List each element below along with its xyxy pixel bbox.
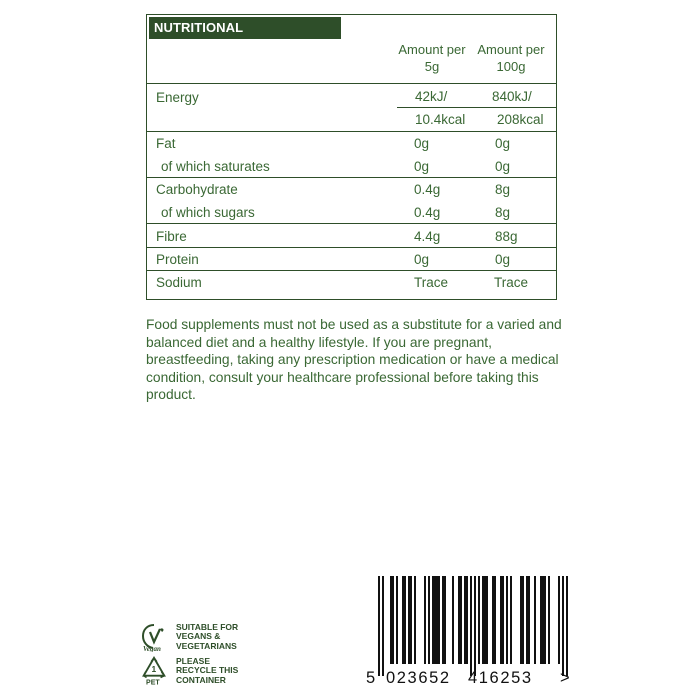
barcode-bar [424, 576, 426, 664]
sodium-per-100g: Trace [494, 275, 529, 290]
barcode-bar [444, 576, 446, 664]
fat-per-100g: 0g [495, 136, 511, 151]
table-divider [147, 83, 556, 84]
sugars-per-100g: 8g [495, 205, 511, 220]
barcode-bar [390, 576, 392, 664]
barcode-bar [548, 576, 550, 664]
carbohydrate-per-serving: 0.4g [414, 182, 441, 197]
barcode-bar [558, 576, 560, 664]
barcode-first-digit: 5 [366, 669, 376, 687]
barcode-bar [442, 576, 444, 664]
recycle-badge [140, 656, 238, 686]
barcode-digits [364, 666, 584, 690]
barcode-bar [484, 576, 486, 664]
vegan-badge-line: VEGANS & [176, 631, 221, 642]
column-header-per-serving-line1: Amount per [398, 42, 466, 57]
row-label-carbohydrate: Carbohydrate [156, 182, 238, 197]
energy-kj-per-serving: 42kJ/ [415, 89, 448, 104]
barcode-bar [528, 576, 530, 664]
barcode-bar [520, 576, 522, 664]
barcode-bar [396, 576, 398, 664]
fibre-per-serving: 4.4g [414, 229, 441, 244]
row-label-sugars: of which sugars [161, 205, 255, 220]
barcode-bar [486, 576, 488, 664]
barcode-right-group: 416253 [468, 669, 533, 687]
vegan-badge-text [176, 623, 238, 652]
nutrition-table [146, 14, 557, 300]
sodium-per-serving: Trace [414, 275, 449, 290]
fibre-per-100g: 88g [495, 229, 518, 244]
row-label-protein: Protein [156, 252, 199, 267]
barcode-bar [562, 576, 564, 676]
nutrition-heading: NUTRITIONAL INFORMATION: [149, 17, 341, 39]
vegan-badge-line: VEGETARIANS [176, 640, 237, 651]
carbohydrate-per-100g: 8g [495, 182, 511, 197]
barcode-bar [436, 576, 438, 664]
barcode-bar [428, 576, 430, 664]
energy-kcal-per-100g: 208kcal [497, 112, 544, 127]
energy-kj-per-100g: 840kJ/ [492, 89, 532, 104]
barcode-bar [458, 576, 460, 664]
barcode-bar [378, 576, 380, 676]
barcode-bar [392, 576, 394, 664]
barcode-bar [464, 576, 466, 664]
barcode-bar [506, 576, 508, 664]
barcode-bar [482, 576, 484, 664]
table-divider [147, 247, 556, 248]
row-label-sodium: Sodium [156, 275, 202, 290]
row-label-fat: Fat [156, 136, 176, 151]
table-divider [147, 270, 556, 271]
row-label-fibre: Fibre [156, 229, 187, 244]
barcode-bar [544, 576, 546, 664]
barcode-bar [510, 576, 512, 664]
barcode-bar [494, 576, 496, 664]
fat-per-serving: 0g [414, 136, 430, 151]
energy-kcal-per-serving: 10.4kcal [415, 112, 466, 127]
column-header-per-100g [475, 41, 547, 75]
table-divider [147, 177, 556, 178]
barcode-bar [540, 576, 542, 664]
row-label-saturates: of which saturates [161, 159, 270, 174]
barcode-bar [382, 576, 384, 676]
barcode-bar [410, 576, 412, 664]
column-header-per-100g-line1: Amount per [477, 42, 545, 57]
recycle-number: 1 [151, 663, 157, 674]
vegan-badge-line: SUITABLE FOR [176, 621, 239, 632]
column-header-per-serving [397, 41, 467, 75]
ean13-barcode [364, 576, 584, 694]
protein-per-serving: 0g [414, 252, 430, 267]
barcode-quiet-zone-marker: > [560, 669, 570, 687]
barcode-bar [466, 576, 468, 664]
barcode-bar [492, 576, 494, 664]
protein-per-100g: 0g [495, 252, 511, 267]
barcode-bar [470, 576, 472, 676]
barcode-bar [438, 576, 440, 664]
table-divider [397, 107, 556, 108]
table-divider [147, 223, 556, 224]
column-header-per-100g-line2: 100g [496, 59, 526, 74]
barcode-bar [526, 576, 528, 664]
recycle-code: PET [146, 679, 160, 686]
barcode-bar [566, 576, 568, 676]
barcode-bar [402, 576, 404, 664]
barcode-bar [434, 576, 436, 664]
recycle-badge-line: PLEASE [176, 655, 211, 666]
barcode-bar [474, 576, 476, 676]
table-divider [147, 131, 556, 132]
vegan-society-icon [140, 622, 168, 652]
recycle-pet-icon [140, 656, 168, 686]
barcode-bar [542, 576, 544, 664]
barcode-bar [478, 576, 480, 664]
recycle-badge-text [176, 657, 238, 686]
barcode-bar [404, 576, 406, 664]
row-label-energy: Energy [156, 90, 199, 105]
barcode-bar [502, 576, 504, 664]
supplement-disclaimer: Food supplements must not be used as a substitute for a varied and balanced diet and a healthy lifestyle. If you are pregnant, breastfeeding, taking any prescription medication or have a medical condition, consult your healthcare professional before taking this product. [146, 317, 562, 403]
saturates-per-100g: 0g [495, 159, 511, 174]
barcode-bar [432, 576, 434, 664]
vegan-badge [140, 622, 238, 652]
recycle-badge-line: CONTAINER [176, 674, 226, 685]
barcode-left-group: 023652 [386, 669, 451, 687]
recycle-badge-line: RECYCLE THIS [176, 665, 239, 676]
barcode-bar [500, 576, 502, 664]
vegan-logo-text: Vegan [143, 645, 161, 652]
barcode-bar [522, 576, 524, 664]
barcode-bar [534, 576, 536, 664]
barcode-bar [460, 576, 462, 664]
saturates-per-serving: 0g [414, 159, 430, 174]
barcode-bars [364, 576, 584, 676]
sugars-per-serving: 0.4g [414, 205, 441, 220]
barcode-bar [414, 576, 416, 664]
column-header-per-serving-line2: 5g [424, 59, 440, 74]
barcode-bar [452, 576, 454, 664]
barcode-bar [408, 576, 410, 664]
